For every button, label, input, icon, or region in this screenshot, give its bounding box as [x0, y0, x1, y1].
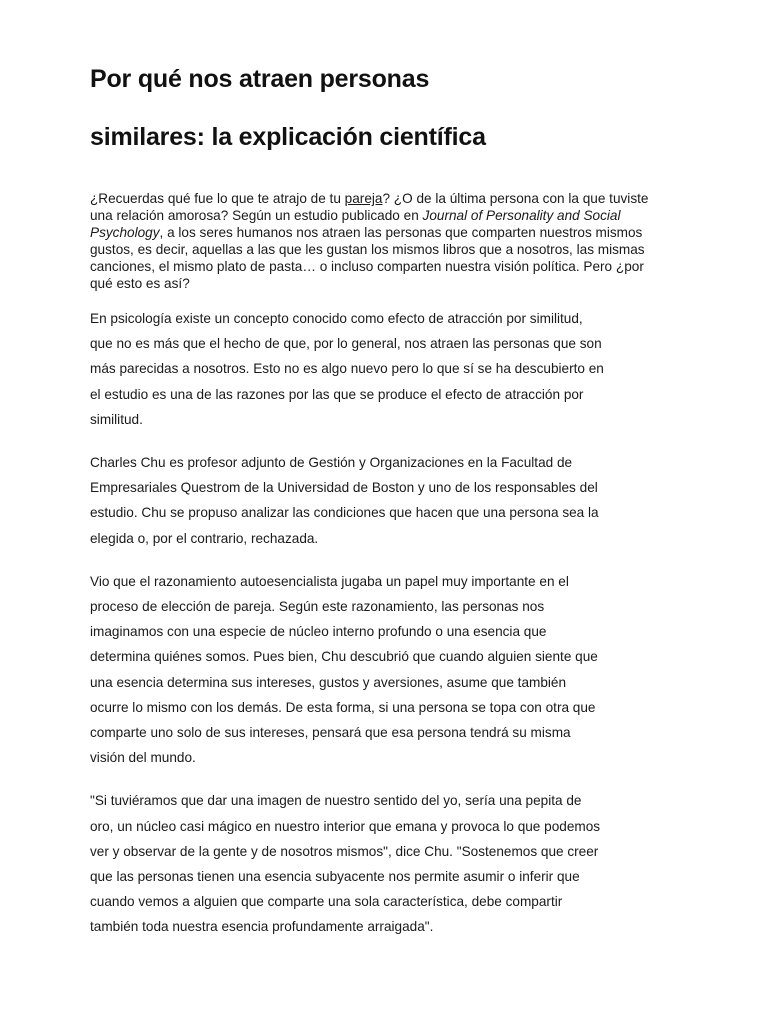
intro-paragraph: [90, 190, 670, 292]
paragraph-line: determina quiénes somos. Pues bien, Chu descubrió que cuando alguien siente que: [90, 649, 598, 665]
paragraph-line: ver y observar de la gente y de nosotros mismos", dice Chu. "Sostenemos que creer: [90, 843, 599, 859]
paragraph-line: que no es más que el hecho de que, por lo general, nos atraen las personas que son: [90, 336, 602, 352]
paragraph-line: que las personas tienen una esencia subyacente nos permite asumir o inferir que: [90, 869, 580, 885]
paragraph-line: comparte uno solo de sus intereses, pensará que esa persona tendrá su misma: [90, 725, 571, 741]
pareja-link[interactable]: pareja: [344, 191, 383, 206]
paragraph-4: [90, 788, 630, 939]
paragraph-line: Vio que el razonamiento autoesencialista jugaba un papel muy importante en el: [90, 573, 569, 589]
article-title: [90, 0, 678, 166]
paragraph-line: ocurre lo mismo con los demás. De esta forma, si una persona se topa con otra que: [90, 699, 596, 715]
paragraph-line: el estudio es una de las razones por las que se produce el efecto de atracción por: [90, 386, 584, 402]
journal-name: Journal of Personality and Social Psychology: [90, 208, 621, 240]
intro-text-1: ¿Recuerdas qué fue lo que te atrajo de tu: [90, 191, 345, 206]
title-line-1: Por qué nos atraen personas: [90, 65, 430, 93]
paragraph-2: [90, 450, 630, 551]
intro-text-3: , a los seres humanos nos atraen las personas que comparten nuestros mismos gustos, es decir, aquellas a las que les gustan los mismos libros que a nosotros, las mismas canciones, el mismo plato de pasta… o incluso comparten nuestra visión política. Pero ¿por qué esto es así?: [90, 225, 645, 291]
paragraph-line: más parecidas a nosotros. Esto no es algo nuevo pero lo que sí se ha descubierto en: [90, 361, 604, 377]
title-line-2: similares: la explicación científica: [90, 123, 486, 151]
paragraph-line: cuando vemos a alguien que comparte una sola característica, debe compartir: [90, 894, 563, 910]
paragraph-line: "Si tuviéramos que dar una imagen de nuestro sentido del yo, sería una pepita de: [90, 793, 582, 809]
paragraph-1: [90, 306, 630, 432]
paragraph-line: también toda nuestra esencia profundamente arraigada".: [90, 919, 434, 935]
paragraph-line: proceso de elección de pareja. Según este razonamiento, las personas nos: [90, 599, 545, 615]
paragraph-line: visión del mundo.: [90, 750, 196, 766]
paragraph-line: En psicología existe un concepto conocido como efecto de atracción por similitud,: [90, 311, 583, 326]
paragraph-line: Charles Chu es profesor adjunto de Gestión y Organizaciones en la Facultad de: [90, 455, 573, 471]
paragraph-line: estudio. Chu se propuso analizar las condiciones que hacen que una persona sea la: [90, 505, 599, 521]
intro-text-2: ? ¿O de la última persona con la que tuviste una relación amorosa? Según un estudio publicado en: [90, 191, 649, 223]
paragraph-line: elegida o, por el contrario, rechazada.: [90, 530, 319, 546]
paragraph-line: imaginamos con una especie de núcleo interno profundo o una esencia que: [90, 624, 547, 640]
paragraph-line: Empresariales Questrom de la Universidad de Boston y uno de los responsables del: [90, 480, 598, 496]
paragraph-line: similitud.: [90, 411, 143, 427]
paragraph-line: oro, un núcleo casi mágico en nuestro interior que emana y provoca lo que podemos: [90, 818, 601, 834]
paragraph-line: una esencia determina sus intereses, gustos y aversiones, asume que también: [90, 674, 567, 690]
paragraph-3: [90, 569, 630, 771]
